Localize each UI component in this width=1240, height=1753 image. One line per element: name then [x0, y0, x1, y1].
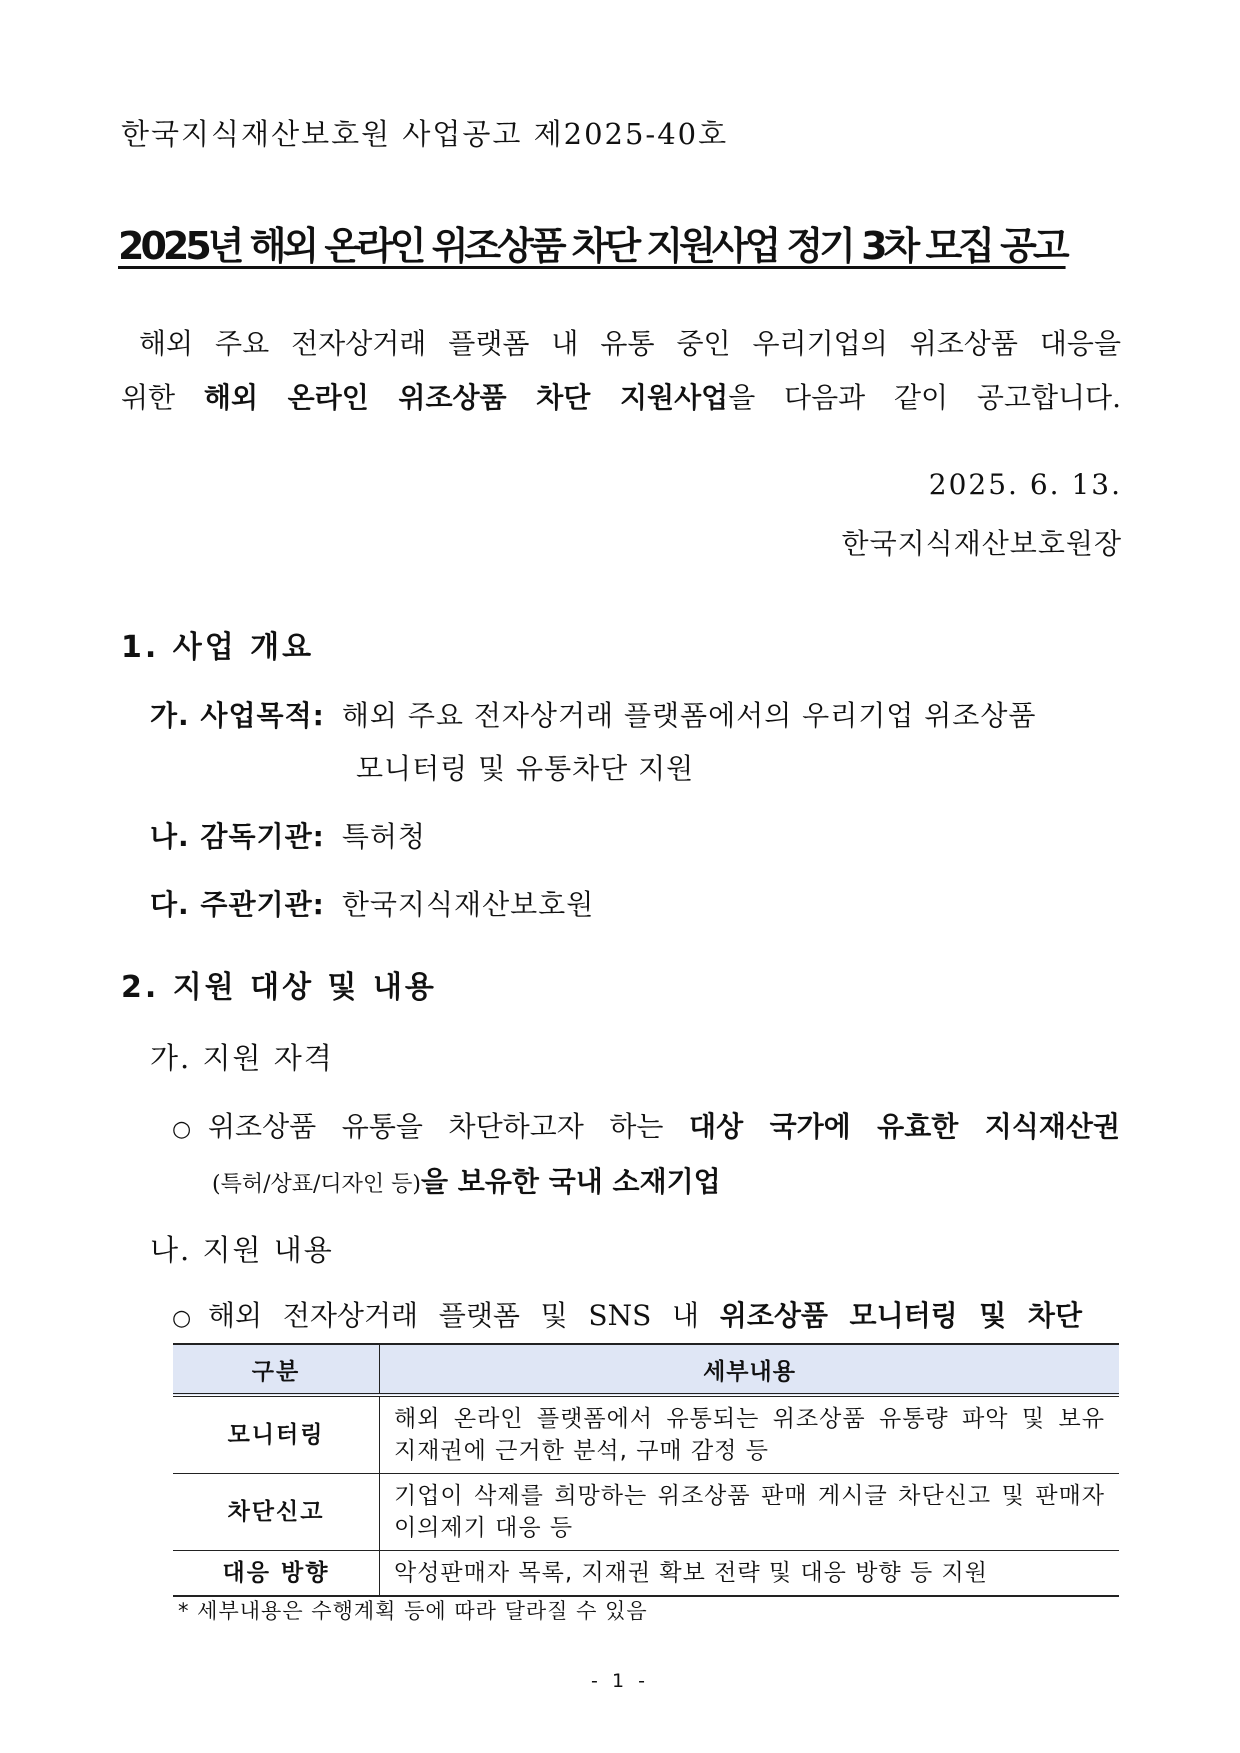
row-details [380, 1551, 1120, 1597]
document-title: 2025년 해외 온라인 위조상품 차단 지원사업 정기 3차 모집 공고 [118, 224, 1066, 268]
ip-types: (특허/상표/디자인 등) [212, 1172, 421, 1197]
section2-heading: 2. 지원 대상 및 내용 [121, 970, 437, 1005]
table-note: * 세부내용은 수행계획 등에 따라 달라질 수 있음 [178, 1599, 648, 1623]
eligibility-heading: 가. 지원 자격 [150, 1041, 334, 1075]
bullet-icon: ○ [172, 1117, 192, 1142]
header-category: 구분 [173, 1344, 380, 1395]
support-content-table [173, 1343, 1119, 1597]
content-normal: 해외 전자상거래 플랫폼 및 SNS 내 [208, 1299, 720, 1332]
host-label: 다. 주관기관: [150, 888, 325, 921]
row-category: 대응 방향 [173, 1551, 380, 1597]
detail-line: 이의제기 대응 등 [394, 1515, 574, 1541]
host-agency [150, 883, 594, 923]
bullet-icon: ○ [172, 1306, 192, 1331]
header-details: 세부내용 [380, 1344, 1120, 1395]
eligibility-line-2 [212, 1160, 721, 1200]
content-bold: 위조상품 모니터링 및 차단 [719, 1299, 1082, 1332]
program-name: 해외 온라인 위조상품 차단 지원사업 [203, 381, 729, 414]
supervising-agency [150, 815, 426, 855]
detail-line: 악성판매자 목록, 지재권 확보 전략 및 대응 방향 등 지원 [394, 1560, 988, 1586]
intro-prefix: 위한 [121, 381, 204, 414]
host-value: 한국지식재산보호원 [341, 888, 595, 921]
table-row [173, 1551, 1119, 1597]
detail-line: 해외 온라인 플랫폼에서 유통되는 위조상품 유통량 파악 및 보유 [394, 1406, 1105, 1432]
row-category: 차단신고 [173, 1474, 380, 1551]
page-number: - 1 - [591, 1670, 649, 1692]
purpose-line-2: 모니터링 및 유통차단 지원 [356, 752, 695, 785]
content-line [172, 1294, 1082, 1334]
intro-line-2 [121, 376, 1121, 416]
notice-issuer: 한국지식재산보호원장 [841, 527, 1122, 560]
table-header-row [173, 1344, 1119, 1395]
supervisor-value: 특허청 [341, 820, 426, 853]
table-row [173, 1474, 1119, 1551]
row-details [380, 1474, 1120, 1551]
table-row [173, 1395, 1119, 1474]
notice-date: 2025. 6. 13. [928, 468, 1122, 501]
eligibility-line-1 [172, 1105, 1120, 1145]
content-heading: 나. 지원 내용 [150, 1233, 334, 1267]
eligibility-bold-2: 을 보유한 국내 소재기업 [421, 1165, 721, 1198]
supervisor-label: 나. 감독기관: [150, 820, 325, 853]
purpose-label: 가. 사업목적: [150, 699, 325, 732]
intro-suffix: 을 다음과 같이 공고합니다. [728, 381, 1121, 414]
section1-heading: 1. 사업 개요 [121, 630, 315, 665]
detail-line: 지재권에 근거한 분석, 구매 감정 등 [394, 1438, 769, 1464]
eligibility-bold: 대상 국가에 유효한 지식재산권 [689, 1110, 1120, 1143]
purpose-line-1: 해외 주요 전자상거래 플랫폼에서의 우리기업 위조상품 [341, 699, 1037, 732]
row-category: 모니터링 [173, 1395, 380, 1474]
intro-line-1: 해외 주요 전자상거래 플랫폼 내 유통 중인 우리기업의 위조상품 대응을 [139, 327, 1121, 360]
row-details [380, 1395, 1120, 1474]
notice-number: 한국지식재산보호원 사업공고 제2025-40호 [121, 117, 729, 151]
detail-line: 기업이 삭제를 희망하는 위조상품 판매 게시글 차단신고 및 판매자 [394, 1483, 1105, 1509]
eligibility-normal: 위조상품 유통을 차단하고자 하는 [208, 1110, 690, 1143]
business-purpose [150, 694, 1120, 734]
